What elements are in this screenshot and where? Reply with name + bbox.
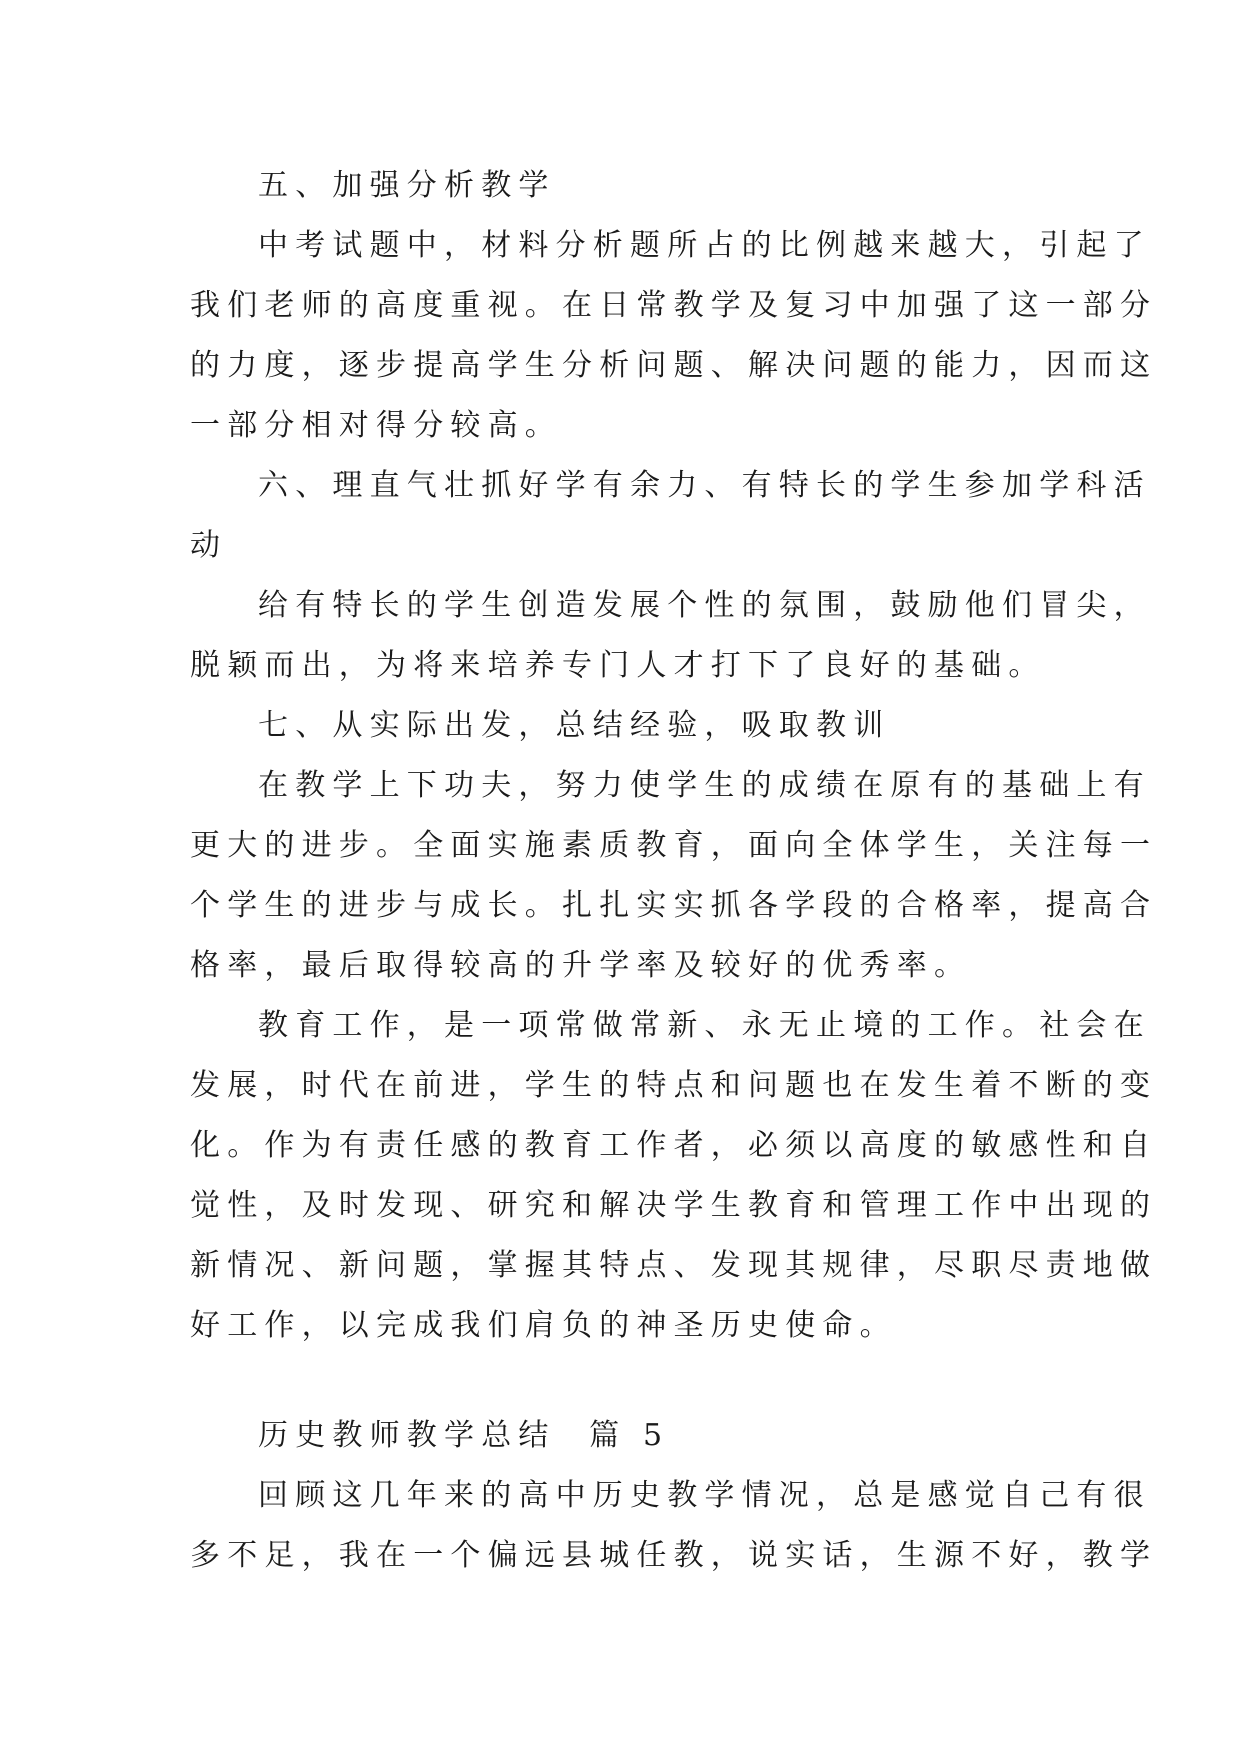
paragraph-line: 在教学上下功夫，努力使学生的成绩在原有的基础上有 bbox=[258, 768, 1151, 803]
paragraph-line: 的力度，逐步提高学生分析问题、解决问题的能力，因而这 bbox=[190, 348, 1158, 383]
section-heading-6-cont: 动 bbox=[190, 528, 228, 563]
paragraph-line: 觉性，及时发现、研究和解决学生教育和管理工作中出现的 bbox=[190, 1188, 1158, 1223]
section-heading-7: 七、从实际出发，总结经验，吸取教训 bbox=[258, 708, 891, 743]
section-heading-5: 五、加强分析教学 bbox=[258, 168, 556, 203]
paragraph-line: 给有特长的学生创造发展个性的氛围，鼓励他们冒尖， bbox=[258, 588, 1151, 623]
paragraph-line: 发展，时代在前进，学生的特点和问题也在发生着不断的变 bbox=[190, 1068, 1158, 1103]
paragraph-line: 多不足，我在一个偏远县城任教，说实话，生源不好，教学 bbox=[190, 1538, 1158, 1573]
paragraph-line: 我们老师的高度重视。在日常教学及复习中加强了这一部分 bbox=[190, 288, 1158, 323]
paragraph-line: 好工作，以完成我们肩负的神圣历史使命。 bbox=[190, 1308, 897, 1343]
paragraph-line: 个学生的进步与成长。扎扎实实抓各学段的合格率，提高合 bbox=[190, 888, 1158, 923]
paragraph-line: 回顾这几年来的高中历史教学情况，总是感觉自己有很 bbox=[258, 1478, 1151, 1513]
section-heading-6: 六、理直气壮抓好学有余力、有特长的学生参加学科活 bbox=[258, 468, 1151, 503]
article-title: 历史教师教学总结 篇 5 bbox=[258, 1418, 670, 1453]
paragraph-line: 格率，最后取得较高的升学率及较好的优秀率。 bbox=[190, 948, 972, 983]
paragraph-line: 更大的进步。全面实施素质教育，面向全体学生，关注每一 bbox=[190, 828, 1158, 863]
paragraph-line: 脱颖而出，为将来培养专门人才打下了良好的基础。 bbox=[190, 648, 1046, 683]
paragraph-line: 一部分相对得分较高。 bbox=[190, 408, 562, 443]
paragraph-line: 教育工作，是一项常做常新、永无止境的工作。社会在 bbox=[258, 1008, 1151, 1043]
paragraph-line: 新情况、新问题，掌握其特点、发现其规律，尽职尽责地做 bbox=[190, 1248, 1158, 1283]
paragraph-line: 化。作为有责任感的教育工作者，必须以高度的敏感性和自 bbox=[190, 1128, 1158, 1163]
paragraph-line: 中考试题中，材料分析题所占的比例越来越大，引起了 bbox=[258, 228, 1151, 263]
